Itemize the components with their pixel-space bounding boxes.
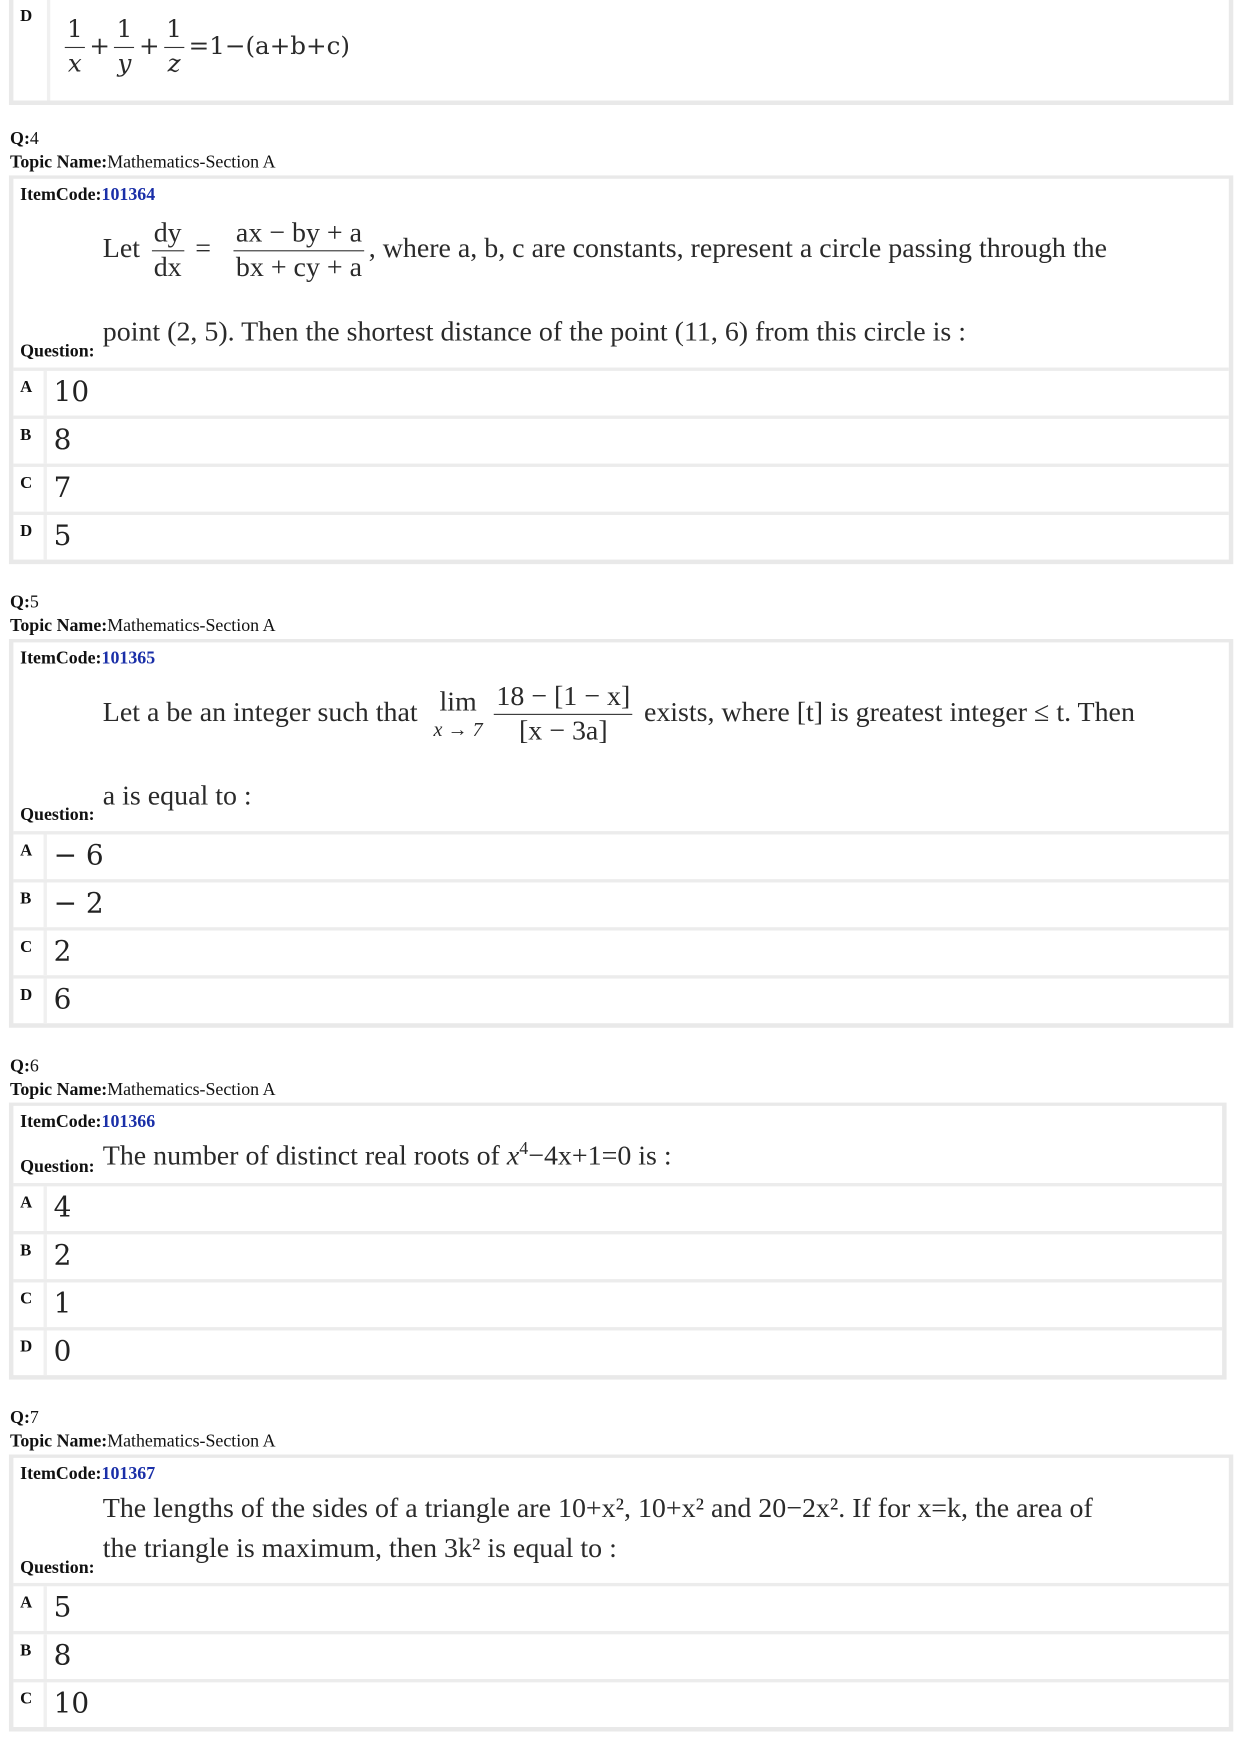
option-value: 6 (53, 983, 72, 1016)
option-label: A (20, 842, 33, 861)
topic-label: Topic Name: (10, 153, 108, 173)
option-value: 7 (53, 471, 72, 504)
t: x (506, 1140, 520, 1172)
item-code-value: 101367 (101, 1464, 156, 1484)
item-code (13, 642, 1228, 678)
option-b[interactable] (13, 1634, 1228, 1682)
exponent: 4 (519, 1139, 529, 1159)
option-label: B (20, 890, 32, 909)
topic-name: Mathematics-Section A (107, 616, 276, 636)
option-b[interactable] (13, 1234, 1222, 1282)
den: dx (153, 252, 182, 283)
den: x (67, 50, 82, 79)
option-value: − 6 (53, 838, 104, 872)
option-a[interactable] (13, 371, 1228, 419)
topic-label: Topic Name: (10, 1432, 108, 1452)
topic-name: Mathematics-Section A (107, 1080, 276, 1100)
question-text (103, 217, 1107, 285)
t: , where a, b, c are constants, represent a circle passing through the (368, 233, 1107, 264)
option-d[interactable] (13, 1330, 1222, 1375)
question-text (103, 1139, 672, 1172)
t: exists, where [t] is greatest integer ≤ t. Then (643, 697, 1135, 728)
topic-label: Topic Name: (10, 1080, 108, 1100)
item-code-value: 101366 (101, 1112, 156, 1132)
topic-name: Mathematics-Section A (107, 153, 276, 173)
item-code-label: ItemCode: (20, 185, 102, 205)
option-value: 5 (53, 519, 72, 552)
q-number: 4 (29, 129, 39, 149)
den: bx + cy + a (235, 252, 363, 283)
question-header-4 (10, 127, 275, 174)
question-text-line2: the triangle is maximum, then 3k² is equal to : (102, 1533, 617, 1564)
option-label: D (20, 986, 33, 1005)
t: Let a be an integer such that (102, 697, 418, 728)
option-d[interactable] (13, 515, 1228, 560)
den: y (117, 50, 132, 79)
option-b[interactable] (13, 419, 1228, 467)
item-code-label: ItemCode: (20, 649, 102, 669)
option-label: D (20, 1338, 33, 1357)
option-value: 2 (53, 935, 72, 968)
item-code-label: ItemCode: (20, 1112, 102, 1132)
item-code-value: 101364 (101, 185, 156, 205)
item-code-label: ItemCode: (20, 1464, 102, 1484)
item-code (13, 1106, 1222, 1142)
q-label: Q: (10, 1056, 30, 1076)
option-value: 8 (53, 1638, 72, 1672)
q-number: 6 (29, 1056, 39, 1076)
option-b[interactable] (13, 883, 1228, 931)
option-value: 10 (53, 1686, 90, 1720)
q-label: Q: (10, 129, 30, 149)
num: ax − by + a (234, 217, 365, 252)
question-card-4 (9, 175, 1233, 564)
option-label: B (20, 1242, 32, 1261)
question-text-line2: point (2, 5). Then the shortest distance of the point (11, 6) from this circle is : (102, 317, 967, 348)
item-code (13, 179, 1228, 215)
num: 1 (114, 13, 134, 48)
t: Let (102, 233, 141, 264)
num: dy (151, 217, 183, 252)
option-label: C (20, 1290, 33, 1309)
question-header-5 (10, 591, 275, 638)
option-d[interactable] (13, 979, 1228, 1024)
option-label: C (20, 474, 33, 493)
question-text-line2: a is equal to : (102, 780, 252, 812)
topic-name: Mathematics-Section A (107, 1432, 276, 1452)
lim: lim (439, 687, 477, 718)
prev-option-d (9, 0, 1233, 105)
limit (434, 687, 483, 742)
question-text: The lengths of the sides of a triangle are 10+x², 10+x² and 20−2x². If for x=k, the area of (102, 1493, 1093, 1524)
option-label: B (20, 426, 32, 445)
option-c[interactable] (13, 1682, 1228, 1727)
question-label: Question: (20, 341, 95, 361)
question-card-5 (9, 639, 1233, 1028)
option-value: 1 (53, 1286, 72, 1320)
question-label: Question: (20, 805, 95, 825)
rhs: =1−(a+b+c) (188, 32, 350, 61)
option-label: C (20, 938, 33, 957)
question-header-6 (10, 1055, 275, 1102)
topic-label: Topic Name: (10, 616, 108, 636)
q-number: 7 (29, 1408, 39, 1428)
num: 18 − [1 − x] (494, 680, 632, 715)
question-header-7 (10, 1406, 275, 1453)
q-number: 5 (29, 593, 39, 613)
option-label: B (20, 1642, 32, 1661)
option-c[interactable] (13, 467, 1228, 515)
num: 1 (164, 13, 184, 48)
option-value: 0 (53, 1334, 72, 1368)
option-label: C (20, 1690, 33, 1709)
option-a[interactable] (13, 1186, 1222, 1234)
option-label: A (20, 1194, 33, 1213)
option-value: − 2 (53, 886, 104, 920)
option-label: D (20, 522, 33, 541)
t: −4x+1=0 is : (528, 1140, 672, 1172)
option-value: 5 (53, 1590, 72, 1624)
option-value: 10 (53, 375, 90, 408)
item-code (13, 1458, 1228, 1494)
option-a[interactable] (13, 1586, 1228, 1634)
option-label: A (20, 378, 33, 397)
q-label: Q: (10, 593, 30, 613)
question-label: Question: (20, 1558, 95, 1578)
option-value: $\frac{1}{x}$ + $\frac{1}{y}$ + $\frac{1}{z}$ =1−(a+b+c) (60, 13, 350, 81)
t: The number of distinct real roots of (102, 1140, 500, 1172)
question-text (103, 680, 1135, 748)
t: = (195, 233, 212, 264)
num: 1 (65, 13, 85, 48)
option-c[interactable] (13, 1282, 1222, 1330)
den: [x − 3a] (518, 716, 608, 747)
lim-sub: x → 7 (433, 718, 483, 741)
question-card-7 (9, 1454, 1233, 1731)
option-value: 8 (53, 423, 72, 456)
option-value: 2 (53, 1238, 72, 1272)
option-label: A (20, 1594, 33, 1612)
option-label: D (20, 7, 33, 26)
q-label: Q: (10, 1408, 30, 1428)
option-c[interactable] (13, 931, 1228, 979)
den: z (167, 50, 181, 79)
option-value: 4 (53, 1190, 72, 1224)
question-card-6 (9, 1103, 1227, 1380)
question-label: Question: (20, 1157, 95, 1177)
item-code-value: 101365 (101, 649, 156, 669)
option-a[interactable] (13, 834, 1228, 882)
